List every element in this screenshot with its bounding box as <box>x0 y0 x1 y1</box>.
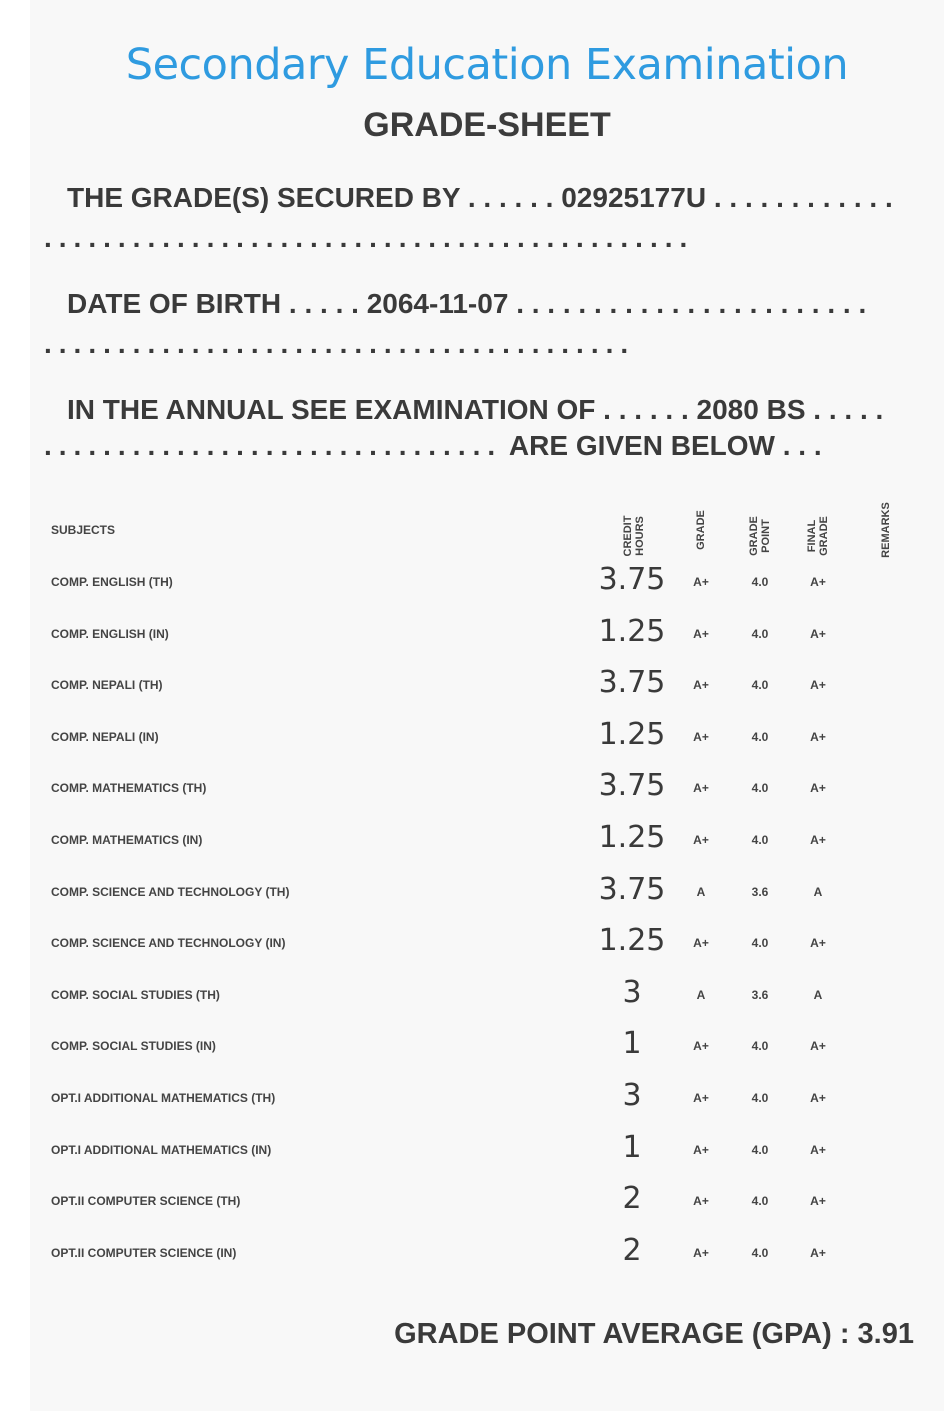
table-row <box>30 614 944 654</box>
leader-dots: . . . . . . . . . . . . <box>713 182 893 213</box>
grade-point-cell: 3.6 <box>751 884 769 899</box>
leader-dots: . . . <box>782 430 822 461</box>
credit-hours-cell: 3.75 <box>598 562 666 597</box>
subject-cell: COMP. MATHEMATICS (IN) <box>51 833 203 847</box>
final-grade-cell: A+ <box>810 729 826 744</box>
given-below-line <box>44 430 822 462</box>
final-grade-cell: A+ <box>810 1039 826 1054</box>
credit-hours-cell: 3.75 <box>598 871 666 907</box>
credit-hours-cell: 2 <box>622 1232 642 1268</box>
final-grade-cell: A+ <box>810 1091 826 1105</box>
table-row <box>30 1181 944 1221</box>
grade-point-cell: 4.0 <box>751 936 769 951</box>
leader-dots: . . . . . <box>813 394 884 425</box>
leader-dots: . . . . . . <box>467 182 562 213</box>
final-grade-cell: A+ <box>810 678 826 693</box>
credit-hours-cell: 1.25 <box>598 613 666 649</box>
credit-hours-header: CREDIT HOURS <box>622 515 646 557</box>
subject-cell: COMP. NEPALI (IN) <box>51 729 159 744</box>
subject-cell: COMP. SCIENCE AND TECHNOLOGY (TH) <box>51 884 290 899</box>
final-grade-cell: A+ <box>810 936 826 951</box>
grade-point-cell: 4.0 <box>751 678 769 693</box>
final-grade-cell: A+ <box>810 1142 826 1157</box>
table-row <box>30 975 944 1015</box>
dob-label: DATE OF BIRTH <box>67 288 282 319</box>
final-grade-cell: A+ <box>810 833 826 847</box>
subject-cell: COMP. MATHEMATICS (TH) <box>51 781 207 796</box>
credit-hours-cell: 1.25 <box>598 820 666 855</box>
table-row <box>30 1026 944 1066</box>
exam-title: Secondary Education Examination <box>125 40 849 90</box>
gpa-value: 3.91 <box>857 1318 914 1350</box>
subject-cell: COMP. SCIENCE AND TECHNOLOGY (IN) <box>51 936 286 951</box>
grade-point-cell: 4.0 <box>751 1245 769 1260</box>
exam-line <box>67 394 883 426</box>
grade-point-cell: 4.0 <box>751 833 769 847</box>
subjects-header: SUBJECTS <box>51 523 116 537</box>
exam-label: IN THE ANNUAL SEE EXAMINATION OF <box>67 394 596 425</box>
leader-dots-line: ........................................ <box>44 328 636 359</box>
remarks-header: REMARKS <box>880 502 892 558</box>
final-grade-cell: A+ <box>810 781 826 796</box>
table-row <box>30 872 944 912</box>
grade-sheet <box>30 0 944 1411</box>
final-grade-cell: A+ <box>810 626 826 641</box>
final-grade-cell: A+ <box>810 575 826 589</box>
grade-cell: A+ <box>693 1194 709 1209</box>
subject-cell: OPT.I ADDITIONAL MATHEMATICS (TH) <box>51 1091 276 1105</box>
secured-by-label: THE GRADE(S) SECURED BY <box>67 182 461 213</box>
final-grade-cell: A+ <box>810 1194 826 1209</box>
subject-cell: COMP. NEPALI (TH) <box>51 678 163 693</box>
sheet-subtitle: GRADE-SHEET <box>363 106 611 144</box>
grade-cell: A+ <box>693 833 709 847</box>
grade-point-cell: 4.0 <box>751 1091 769 1105</box>
grade-cell: A+ <box>693 678 709 693</box>
final-grade-cell: A+ <box>810 1245 826 1260</box>
grade-cell: A+ <box>693 575 709 589</box>
leader-dots: . . . . . . . . . . . . . . . . . . . . . . . <box>516 288 867 319</box>
given-below-label: ARE GIVEN BELOW <box>508 430 775 461</box>
credit-hours-cell: 1 <box>622 1129 642 1165</box>
credit-hours-cell: 1 <box>622 1026 642 1062</box>
table-row <box>30 1233 944 1273</box>
credit-hours-cell: 3 <box>622 1078 642 1113</box>
grade-cell: A+ <box>693 626 709 641</box>
table-row <box>30 717 944 757</box>
final-grade-cell: A <box>813 987 823 1002</box>
grade-point-cell: 4.0 <box>751 575 769 589</box>
secured-by-line <box>67 182 893 214</box>
subject-cell: OPT.II COMPUTER SCIENCE (IN) <box>51 1245 237 1260</box>
grade-cell: A+ <box>693 1245 709 1260</box>
grade-point-cell: 4.0 <box>751 626 769 641</box>
subject-cell: COMP. SOCIAL STUDIES (TH) <box>51 987 220 1002</box>
grade-point-cell: 4.0 <box>751 1039 769 1054</box>
grade-cell: A+ <box>693 781 709 796</box>
credit-hours-cell: 1.25 <box>598 716 666 752</box>
grade-cell: A+ <box>693 1091 709 1105</box>
grade-cell: A+ <box>693 936 709 951</box>
symbol-number: 02925177U <box>561 182 707 213</box>
grade-point-cell: 3.6 <box>751 987 769 1002</box>
grade-point-cell: 4.0 <box>751 1142 769 1157</box>
exam-year: 2080 BS <box>696 394 806 425</box>
dob-line <box>67 288 866 320</box>
grade-cell: A <box>696 987 706 1002</box>
subject-cell: OPT.I ADDITIONAL MATHEMATICS (IN) <box>51 1142 272 1157</box>
leader-dots-line: ............................................ <box>44 222 695 253</box>
grade-point-cell: 4.0 <box>751 729 769 744</box>
table-row <box>30 923 944 963</box>
leader-dots: . . . . . . <box>603 394 697 425</box>
subject-cell: COMP. SOCIAL STUDIES (IN) <box>51 1039 216 1054</box>
table-row <box>30 1130 944 1170</box>
grade-cell: A+ <box>693 1039 709 1054</box>
grade-header: GRADE <box>695 510 707 550</box>
leader-dots: ............................... <box>44 430 503 461</box>
leader-dots: . . . . . <box>288 288 367 319</box>
dob-value: 2064-11-07 <box>366 288 509 319</box>
table-row <box>30 820 944 860</box>
credit-hours-cell: 2 <box>622 1181 642 1217</box>
table-row <box>30 1078 944 1118</box>
credit-hours-cell: 1.25 <box>598 923 666 959</box>
grade-cell: A <box>696 884 706 899</box>
final-grade-header: FINAL GRADE <box>806 516 830 556</box>
credit-hours-cell: 3.75 <box>598 768 666 804</box>
subject-cell: OPT.II COMPUTER SCIENCE (TH) <box>51 1194 241 1209</box>
table-row <box>30 768 944 808</box>
gpa-label: GRADE POINT AVERAGE (GPA) : <box>394 1318 850 1350</box>
table-row <box>30 562 944 602</box>
subject-cell: COMP. ENGLISH (IN) <box>51 626 169 641</box>
grade-point-cell: 4.0 <box>751 1194 769 1209</box>
grade-point-header: GRADE POINT <box>748 516 772 556</box>
final-grade-cell: A <box>813 884 823 899</box>
gpa-line <box>394 1318 914 1351</box>
credit-hours-cell: 3 <box>622 974 642 1010</box>
grade-point-cell: 4.0 <box>751 781 769 796</box>
grade-cell: A+ <box>693 1142 709 1157</box>
grade-cell: A+ <box>693 729 709 744</box>
table-row <box>30 665 944 705</box>
subject-cell: COMP. ENGLISH (TH) <box>51 575 173 589</box>
credit-hours-cell: 3.75 <box>598 665 666 701</box>
